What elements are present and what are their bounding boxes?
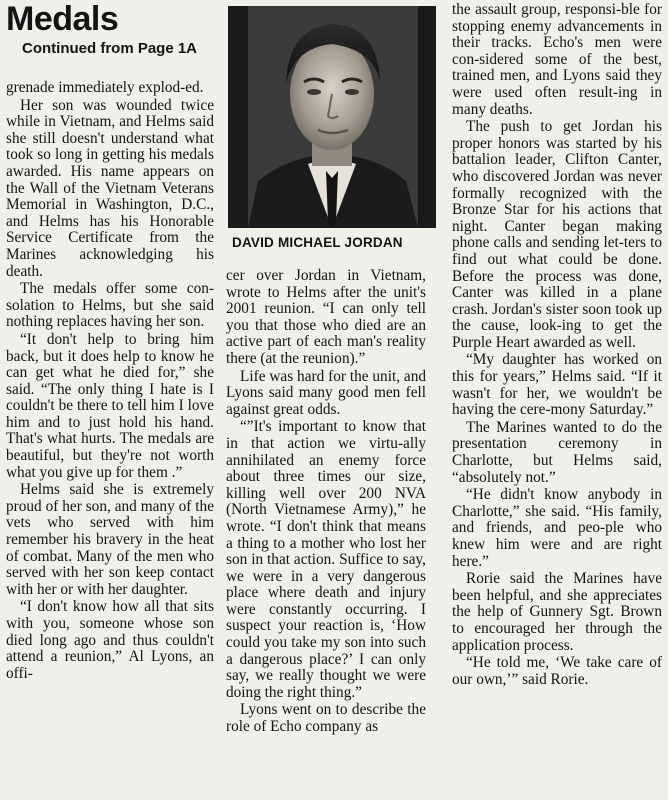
article-column-3 xyxy=(452,2,662,796)
paragraph: Lyons went on to describe the role of Echo company as xyxy=(226,701,426,736)
paragraph: Life was hard for the unit, and Lyons said many good men fell against great odds. xyxy=(226,367,426,418)
paragraph: Rorie said the Marines have been helpful, and she appreciates the help of Gunnery Sgt. Brown to encouraged her through the application process. xyxy=(452,570,662,654)
continued-line: Continued from Page 1A xyxy=(22,40,198,57)
portrait-photo xyxy=(228,6,436,228)
photo-caption: DAVID MICHAEL JORDAN xyxy=(232,235,403,250)
paragraph: The push to get Jordan his proper honors was started by his battalion leader, Clifton Canter, who discovered Jordan was never formally recognized with the Bronze Star for his actions that night. Canter began making phone calls and sending let-ters to find out what could be done. Before the process was done, Canter was killed in a plane crash. Jordan's sister soon took up the cause, look-ing to get the Purple Heart awarded as well. xyxy=(452,118,662,351)
paragraph: cer over Jordan in Vietnam, wrote to Helms after the unit's 2001 reunion. “I can only tell you that those who died are an active part of each man's reality there (at the reunion).” xyxy=(226,268,426,367)
paragraph: “I don't know how all that sits with you, someone whose son died long ago and thus couldn't attend a reunion,” Al Lyons, an offi- xyxy=(6,598,214,682)
paragraph: the assault group, responsi-ble for stopping enemy advancements in their tracks. Echo's men were con-sidered some of the best, trained men, and Lyons said they were used often result-ing in many deaths. xyxy=(452,2,662,118)
paragraph: The medals offer some con-solation to Helms, but she said nothing replaces having her son. xyxy=(6,280,214,331)
paragraph: Her son was wounded twice while in Vietnam, and Helms said she still doesn't understand what took so long in getting his medals awarded. His name appears on the Wall of the Vietnam Veterans Memorial in Washington, D.C., and Helms has his Honorable Service Certificate from the Marines acknowledging his death. xyxy=(6,96,214,280)
paragraph: grenade immediately explod-ed. xyxy=(6,80,204,96)
paragraph: The Marines wanted to do the presentation ceremony in Charlotte, but Helms said, “absolutely not.” xyxy=(452,418,662,486)
article-column-2 xyxy=(226,268,426,798)
paragraph: “It don't help to bring him back, but it does help to know he can get what he died for,” she said. “The only thing I hate is I couldn't be there to tell him I love him and to just hold his hand. That's what hurts. The medals are beautiful, but they're not worth what you give up for them .” xyxy=(6,330,214,481)
paragraph: “My daughter has worked on this for years,” Helms said. “If it wasn't for her, we wouldn't be having the cere-mony Saturday.” xyxy=(452,351,662,419)
paragraph: “He told me, ‘We take care of our own,’” said Rorie. xyxy=(452,654,662,688)
headline: Medals xyxy=(6,0,119,38)
portrait-illustration xyxy=(228,6,436,228)
paragraph: “”It's important to know that in that action we virtu-ally annihilated an enemy force about three times our size, killing well over 200 NVA (North Vietnamese Army),” he wrote. “I don't think that means a thing to a mother who lost her son in that action. Suffice to say, we were in a very dangerous place where death and injury were constantly occurring. I suspect your reaction is, ‘How could you take my son into such a dangerous place?’ I can only say, we really thought we were doing the right thing.” xyxy=(226,418,426,701)
paragraph: Helms said she is extremely proud of her son, and many of the vets who served with him remember his bravery in the heat of combat. Many of the men who served with her son keep contact with her or with her daughter. xyxy=(6,481,214,598)
article-column-1 xyxy=(6,80,214,796)
paragraph: “He didn't know anybody in Charlotte,” she said. “His family, and friends, and peo-ple who knew him were and are right here.” xyxy=(452,486,662,570)
